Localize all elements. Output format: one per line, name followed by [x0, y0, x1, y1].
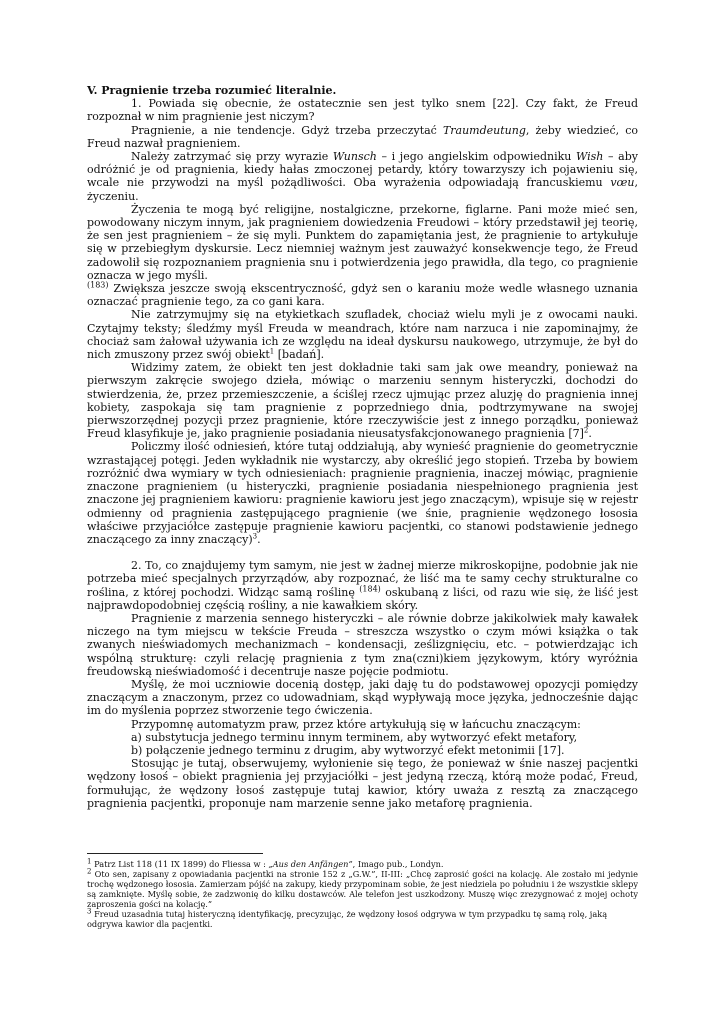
- document-body: [87, 84, 638, 810]
- text-run: oskubaną z liści, od razu wie się, że liść jest najprawdopodobniej częścią rośliny, a nie kawałkiem skóry.: [87, 585, 639, 612]
- footnote-number: 2: [87, 867, 92, 876]
- footnote-3: [87, 909, 638, 929]
- emphasis-traumdeutung: Traumdeutung: [442, 123, 526, 137]
- page-marker-184: (184): [359, 583, 381, 593]
- text-run: – aby odróżnić je od pragnienia, kiedy hałas zmoczonej petardy, który towarzyszy ich pojawieniu się, wcale nie przywodzi na myśl pożądliwości. Oba wyrażenia odpowiadają francuskiemu: [87, 150, 638, 190]
- footnote-1: [87, 859, 638, 869]
- section-title: V. Pragnienie trzeba rozumieć literalnie.: [87, 84, 337, 97]
- paragraph-6: [87, 308, 638, 361]
- list-item-a: a) substytucja jednego terminu innym terminem, aby wytworzyć efekt metafory,: [131, 730, 578, 744]
- paragraph-10: Pragnienie z marzenia sennego histeryczki – ale równie dobrze jakikolwiek mały kawałek niczego na tym miejscu w tekście Freuda – streszcza wszystko o czym mówi książka o tak zwanych nieświadomych mechanizmach – kondensacji, ześlizgnięciu, etc. – potwierdzając ich wspólną strukturę: czyli relację pragnienia z tym zna(czni)kiem językowym, który wyróżnia freudowską nieświadomość i decentruje nasze pojęcie podmiotu.: [87, 611, 638, 678]
- page-marker-183: (183): [87, 280, 109, 290]
- paragraph-9: [87, 559, 638, 612]
- text-run: , żeby wiedzieć, co Freud nazwał pragnieniem.: [87, 123, 638, 150]
- footnote-ref-2[interactable]: 2: [583, 426, 589, 435]
- text-run: , Imago pub., Londyn.: [352, 859, 444, 869]
- paragraph-12: Przypomnę automatyzm praw, przez które artykułują się w łańcuchu znaczącym:: [131, 717, 581, 731]
- text-run: Policzmy ilość odniesień, które tutaj oddziałują, aby wynieść pragnienie do geometrycznie wzrastającej potęgi. Jeden wykładnik nie wystarczy, aby określić jego stopień. Trzeba by bowiem rozróżnić dwa wymiary w tych odniesieniach: pragnienie pragnienia, inaczej mówiąc, pragnienie znaczone pragnieniem (u histeryczki, pragnienie posiadania niespełnionego pragnienia jest znaczone jej pragnieniem kawioru: pragnienie kawioru jest jego znaczącym), wpisuje się w rejestr odmienny od pragnienia zastępującego pragnienie (we śnie, pragnienie wędzonego łososia właściwe przyjaciółce zastępuje pragnienie kawioru pacjentki, co stanowi podstawienie jednego znaczącego za inny znaczący): [87, 440, 638, 546]
- list-item-b: b) połączenie jednego terminu z drugim, aby wytworzyć efekt metonimii [17].: [131, 743, 565, 757]
- text-run: Zwiększa jeszcze swoją ekscentryczność, gdyż sen o karaniu może wedle własnego uznania oznaczać pragnienie tego, za co gani kara.: [87, 282, 638, 309]
- paragraph-3: [87, 150, 638, 203]
- paragraph-5: [87, 282, 638, 308]
- footnote-number: 1: [87, 857, 92, 866]
- text-run: Widzimy zatem, że obiekt ten jest dokładnie taki sam jak owe meandry, ponieważ na pierwszym zakręcie swojego dzieła, mówiąc o marzeniu sennym histeryczki, dochodzi do stwierdzenia, że, przez przemieszczenie, a ściślej rzecz ujmując przez aluzję do pragnienia innej kobiety, zaspokaja się tam pragnienie z poprzedniego dnia, podtrzymywane na swojej pierwszorzędnej pozycji przez pragnienie, które rzeczywiście jest z innego porządku, ponieważ Freud klasyfikuje je, jako pragnienie posiadania nieusatysfakcjonowanego pragnienia [7]: [87, 361, 638, 441]
- paragraph-8: [87, 440, 638, 546]
- text-run: .: [588, 427, 592, 441]
- emphasis-wunsch: Wunsch: [332, 150, 377, 164]
- text-run: [badań].: [274, 348, 325, 362]
- text-run: Oto sen, zapisany z opowiadania pacjentki na stronie 152 z „G.W.”, II-III: „Chcę zaprosić gości na kolację. Ale zostało mi jedynie trochę wędzonego łososia. Zamierzam pójść na zakupy, kiedy przypominam sobie, że jest niedziela po południu i że wszystkie sklepy są zamknięte. Myślę sobie, że zadzwonię do kilku dostawców. Ale telefon jest uszkodzony. Muszę więc zrezygnować z mojej ochoty zaproszenia gości na kolację.”: [87, 869, 638, 909]
- footnote-ref-3[interactable]: 3: [252, 532, 258, 541]
- text-run: Należy zatrzymać się przy wyrazie: [131, 150, 333, 164]
- text-run: – i jego angielskim odpowiedniku: [376, 150, 576, 164]
- footnote-ref-1[interactable]: 1: [269, 347, 275, 356]
- paragraph-4: Życzenia te mogą być religijne, nostalgiczne, przekorne, figlarne. Pani może mieć sen, powodowany niczym innym, jak pragnieniem dowiedzenia Freudowi – który przedstawił jej teorię, że sen jest pragnieniem – że się myli. Punktem do zapamiętania jest, że pragnienie to artykułuje się w przebiegłym dyskursie. Lecz niemniej ważnym jest zauważyć konsekwencje tego, że Freud zadowolił się rozpoznaniem pragnienia snu i potwierdzenia jego prawidła, dla tego, co pragnienie oznacza w jego myśli.: [87, 202, 638, 282]
- text-run: Nie zatrzymujmy się na etykietkach szufladek, chociaż wielu myli je z owocami nauki. Czytajmy teksty; śledźmy myśl Freuda w meandrach, które nam narzuca i nie zapominajmy, że chociaż sam żałował używania ich ze względu na ideał dyskursu naukowego, utrzymuje, że był do nich zmuszony przez swój obiekt: [87, 308, 638, 362]
- text-run: Freud uzasadnia tutaj histeryczną identyfikację, precyzując, że wędzony łosoś odgrywa w tym przypadku tę samą rolę, jaką odgrywa kawior dla pacjentki.: [87, 909, 608, 929]
- emphasis-title: „Aus den Anfängen”: [268, 859, 353, 869]
- footnote-2: [87, 869, 638, 909]
- paragraph-11: Myślę, że moi uczniowie docenią dostęp, jaki daję tu do podstawowej opozycji pomiędzy znaczącym a znaczonym, przez co udowadniam, skąd wypływają moce języka, jednocześnie dając im do myślenia poprzez stworzenie tego ćwiczenia.: [87, 677, 638, 718]
- footnotes: [87, 859, 638, 929]
- text-run: 2. To, co znajdujemy tym samym, nie jest w żadnej mierze mikroskopijne, podobnie jak nie potrzeba mieć specjalnych przyrządów, aby rozpoznać, że liść ma te samy cechy strukturalne co roślina, z której pochodzi. Widząc samą roślinę: [87, 559, 638, 599]
- footnote-separator: [87, 853, 263, 854]
- paragraph-15: Stosując je tutaj, obserwujemy, wyłonienie się tego, że ponieważ w śnie naszej pacjentki wędzony łosoś – obiekt pragnienia jej przyjaciółki – jest jedyną rzeczą, którą może podać, Freud, formułując, że wędzony łosoś zastępuje tutaj kawior, który uważa z resztą za znaczącego pragnienia pacjentki, proponuje nam marzenie senne jako metaforę pragnienia.: [87, 757, 638, 810]
- emphasis-voeu: vœu: [610, 176, 635, 190]
- paragraph-2: [87, 124, 638, 150]
- footnote-number: 3: [87, 907, 92, 916]
- text-run: .: [257, 532, 261, 546]
- text-run: Pragnienie, a nie tendencje. Gdyż trzeba przeczytać: [131, 123, 443, 137]
- text-run: Patrz List 118 (11 IX 1899) do Fliessa w :: [91, 859, 269, 869]
- text-run: , życzeniu.: [87, 176, 638, 203]
- paragraph-7: [87, 361, 638, 440]
- paragraph-1: 1. Powiada się obecnie, że ostatecznie sen jest tylko snem [22]. Czy fakt, że Freud rozpoznał w nim pragnienie jest niczym?: [87, 97, 638, 124]
- emphasis-wish: Wish: [576, 150, 604, 164]
